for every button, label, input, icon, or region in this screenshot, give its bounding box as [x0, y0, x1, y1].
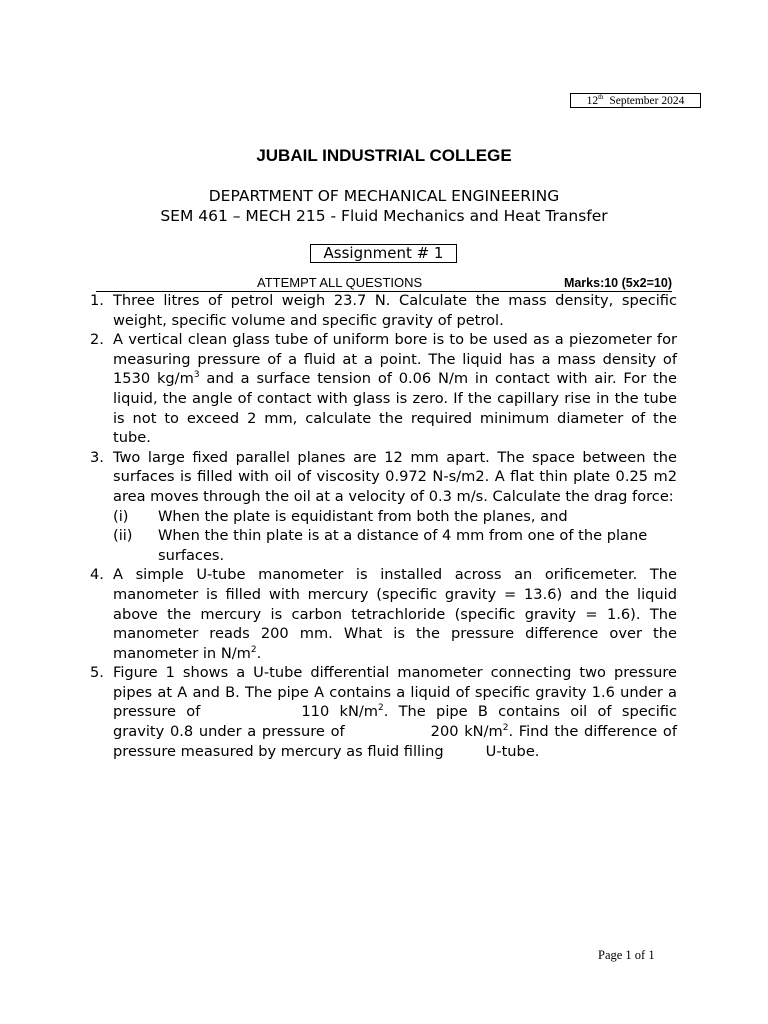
sub-question-text: When the thin plate is at a distance of 4 mm from one of the plane surfaces. — [158, 527, 648, 564]
question-text: . Find the difference of pressure measured by mercury as fluid filling — [113, 723, 677, 760]
date-suffix: th — [598, 93, 604, 102]
instructions-row — [96, 275, 672, 292]
question-list — [90, 291, 677, 761]
department-title: DEPARTMENT OF MECHANICAL ENGINEERING — [208, 187, 560, 205]
question-number: 1. — [90, 292, 104, 309]
superscript: 3 — [193, 370, 200, 381]
date-day: 12 — [586, 95, 599, 107]
question-text: Three litres of petrol weigh 23.7 N. Calculate the mass density, specific weight, specific volume and specific gravity of petrol. — [113, 292, 677, 329]
question-number: 5. — [90, 664, 104, 682]
question-text: . — [256, 644, 262, 662]
question-2 — [90, 330, 677, 448]
question-text: . The pipe B contains oil of specific gravity 0.8 under a pressure of — [113, 703, 677, 741]
question-5 — [90, 663, 677, 761]
date-month-year: September 2024 — [609, 95, 685, 107]
question-number: 3. — [90, 448, 104, 466]
sub-question-number: (i) — [113, 507, 129, 525]
course-title: SEM 461 – MECH 215 - Fluid Mechanics and Heat Transfer — [160, 207, 608, 225]
question-text: A vertical clean glass tube of uniform bore is to be used as a piezometer for measuring pressure of a fluid at a point. The liquid has a mass density of 1530 kg/m — [113, 331, 677, 388]
question-4 — [90, 565, 677, 663]
question-text: Two large fixed parallel planes are 12 mm apart. The space between the surfaces is filled with oil of viscosity 0.972 N-s/m2. A flat thin plate 0.25 m2 area moves through the oil at a velocity of 0.3 m/s. Calculate the drag force: — [113, 448, 677, 505]
superscript: 2 — [502, 723, 509, 734]
assignment-title: Assignment # 1 — [310, 244, 457, 263]
attempt-all-label: ATTEMPT ALL QUESTIONS — [257, 275, 423, 290]
question-text: and a surface tension of 0.06 N/m in contact with air. For the liquid, the angle of contact with glass is zero. If the capillary rise in the tube is not to exceed 2 mm, calculate the required minimum diameter of the tube. — [113, 370, 677, 447]
question-1 — [90, 291, 677, 330]
question-number: 2. — [90, 331, 104, 349]
sub-question — [113, 526, 677, 565]
sub-question-number: (ii) — [113, 527, 133, 545]
question-text: Figure 1 shows a U-tube differential manometer connecting two pressure pipes at A and B. The pipe A contains a liquid of specific gravity 1.6 under a pressure of — [113, 664, 677, 721]
marks-label: Marks:10 (5x2=10) — [563, 276, 672, 290]
sub-question — [113, 507, 677, 527]
question-number: 4. — [90, 566, 104, 584]
question-3 — [90, 448, 677, 566]
question-text: 110 kN/m — [301, 703, 378, 721]
page-number: Page 1 of 1 — [598, 948, 655, 962]
superscript: 2 — [378, 703, 384, 714]
question-text: 200 kN/m — [430, 723, 503, 741]
date-box — [570, 93, 701, 108]
superscript: 2 — [250, 644, 257, 655]
college-title: JUBAIL INDUSTRIAL COLLEGE — [256, 146, 512, 165]
question-text: U-tube. — [485, 742, 540, 760]
sub-question-text: When the plate is equidistant from both the planes, and — [158, 507, 568, 525]
question-text: A simple U-tube manometer is installed across an orificemeter. The manometer is filled with mercury (specific gravity = 13.6) and the liquid above the mercury is carbon tetrachloride (specific gravity = 1.6). The manometer reads 200 mm. What is the pressure difference over the manometer in N/m — [113, 566, 677, 662]
